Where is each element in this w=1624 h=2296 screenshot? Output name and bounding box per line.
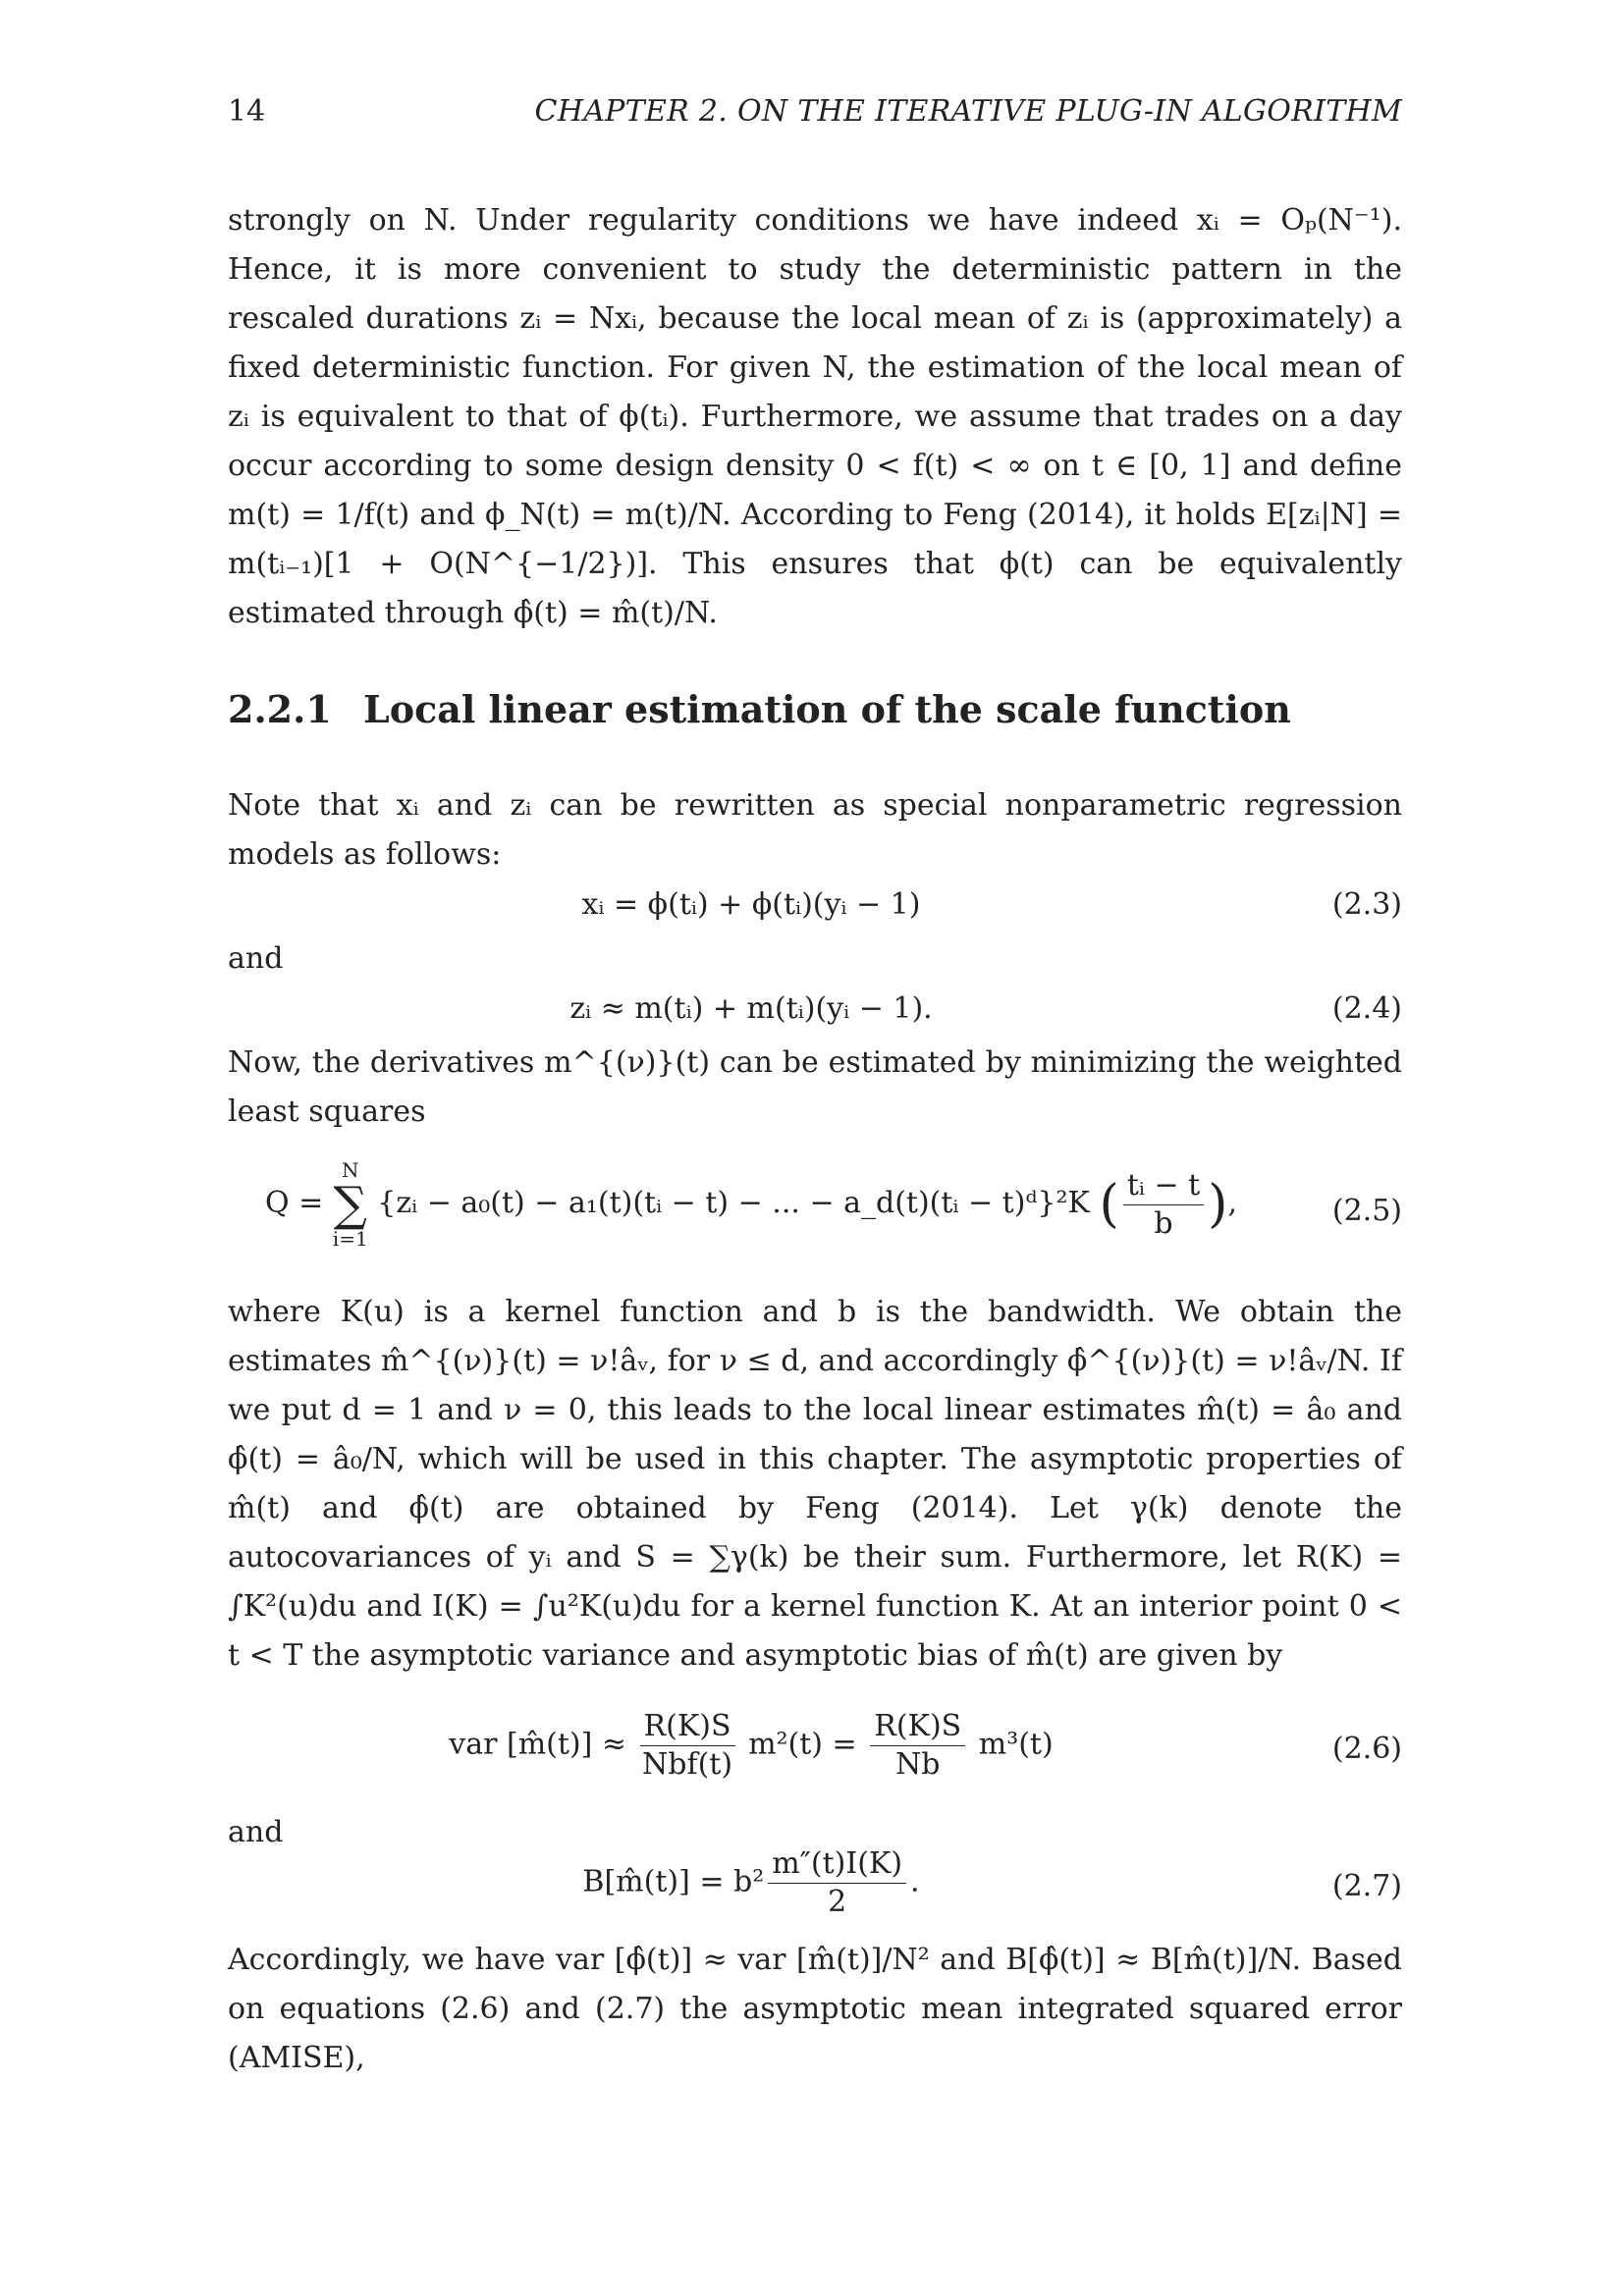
body-top [228, 196, 1402, 638]
equation-2-6-label: (2.6) [1331, 1732, 1402, 1766]
eq26-f2-den: Nb [894, 1747, 941, 1782]
paragraph-4: where K(u) is a kernel function and b is the bandwidth. We obtain the estimates m̂^{(ν)}(t) = ν!âᵥ, for ν ≤ d, and accordingly ϕ̂^{(ν)}(t) = ν!âᵥ/N. If we put d = 1 and ν = 0, this leads to the local linear estimates m̂(t) = â₀ and ϕ̂(t) = â₀/N, which will be used in this chapter. The asymptotic properties of m̂(t) and ϕ̂(t) are obtained by Feng (2014). Let γ(k) denote the autocovariances of yᵢ and S = ∑γ(k) be their sum. Furthermore, let R(K) = ∫K²(u)du and I(K) = ∫u²K(u)du for a kernel function K. At an interior point 0 < t < T the asymptotic variance and asymptotic bias of m̂(t) are given by [228, 1295, 1402, 1673]
equation-2-3 [228, 880, 1402, 934]
equation-2-4-expr: zᵢ ≈ m(tᵢ) + m(tᵢ)(yᵢ − 1). [569, 991, 933, 1026]
equation-2-3-expr: xᵢ = ϕ(tᵢ) + ϕ(tᵢ)(yᵢ − 1) [581, 887, 921, 922]
and-text-1: and [228, 941, 284, 976]
page-header [228, 94, 1402, 133]
eq25-lhs: Q = [264, 1186, 324, 1220]
eq25-frac-num: tᵢ − t [1123, 1167, 1204, 1205]
paragraph-3: Now, the derivatives m^{(ν)}(t) can be estimated by minimizing the weighted least squares [228, 1045, 1402, 1129]
section-number: 2.2.1 [228, 687, 332, 731]
eq26-f1-num: R(K)S [640, 1708, 735, 1746]
paragraph-2: Note that xᵢ and zᵢ can be rewritten as special nonparametric regression models as follows: [228, 788, 1402, 872]
chapter-title: CHAPTER 2. ON THE ITERATIVE PLUG-IN ALGORITHM [534, 94, 1402, 129]
paragraph-5: Accordingly, we have var [ϕ̂(t)] ≈ var [m̂(t)]/N² and B[ϕ̂(t)] ≈ B[m̂(t)]/N. Based on equations (2.6) and (2.7) the asymptotic mean integrated squared error (AMISE), [228, 1943, 1402, 2075]
paragraph-1: strongly on N. Under regularity conditions we have indeed xᵢ = Oₚ(N⁻¹). Hence, it is more convenient to study the deterministic pattern in the rescaled durations zᵢ = Nxᵢ, because the local mean of zᵢ is (approximately) a fixed deterministic function. For given N, the estimation of the local mean of zᵢ is equivalent to that of ϕ(tᵢ). Furthermore, we assume that trades on a day occur according to some design density 0 < f(t) < ∞ on t ∈ [0, 1] and define m(t) = 1/f(t) and ϕ_N(t) = m(t)/N. According to Feng (2014), it holds E[zᵢ|N] = m(tᵢ₋₁)[1 + O(N^{−1/2})]. This ensures that ϕ(t) can be equivalently estimated through ϕ̂(t) = m̂(t)/N. [228, 203, 1402, 630]
eq26-mid: m²(t) = [748, 1727, 857, 1762]
equation-2-7-label: (2.7) [1331, 1869, 1402, 1903]
equation-2-5: Q = N ∑ i=1 {zᵢ − a₀(t) − a₁(t)(tᵢ − t) − ... − a_d(t)(tᵢ − t)ᵈ}²K ( $\frac{\text{tᵢ − t}}{b}$ ), (2.5) [264, 1158, 1402, 1251]
equation-2-3-label: (2.3) [1331, 887, 1402, 922]
eq25-body: {zᵢ − a₀(t) − a₁(t)(tᵢ − t) − ... − a_d(t)(tᵢ − t)ᵈ}²K [377, 1186, 1090, 1220]
equation-2-7 [228, 1842, 1402, 1936]
equation-2-5-label: (2.5) [1331, 1194, 1402, 1228]
page-number: 14 [228, 94, 266, 129]
eq26-tail: m³(t) [978, 1727, 1054, 1762]
eq27-fraction [768, 1845, 906, 1921]
sum-symbol: ∑ [333, 1177, 367, 1232]
eq27-f-den: 2 [828, 1885, 847, 1919]
eq27-tail: . [910, 1864, 920, 1899]
eq26-fraction-2 [870, 1708, 965, 1784]
eq27-f-num: m″(t)I(K) [768, 1845, 906, 1884]
sum-lower: i=1 [332, 1227, 368, 1251]
eq27-lhs: B[m̂(t)] = b² [582, 1864, 765, 1899]
equation-2-4 [228, 984, 1402, 1039]
eq26-lhs: var [m̂(t)] ≈ [449, 1727, 626, 1762]
section-title: Local linear estimation of the scale function [363, 687, 1291, 731]
eq25-frac-den: b [1154, 1205, 1173, 1241]
sum-operator [333, 1158, 368, 1251]
equation-2-6 [228, 1700, 1402, 1808]
section-heading [228, 687, 1291, 731]
sum-upper: N [341, 1158, 359, 1182]
eq26-fraction-1 [640, 1708, 735, 1784]
body-main [228, 781, 1402, 2083]
eq26-f1-den: Nbf(t) [642, 1747, 733, 1782]
eq26-f2-num: R(K)S [870, 1708, 965, 1746]
eq25-fraction [1123, 1167, 1204, 1243]
and-text-2: and [228, 1815, 284, 1849]
equation-2-4-label: (2.4) [1331, 991, 1402, 1026]
